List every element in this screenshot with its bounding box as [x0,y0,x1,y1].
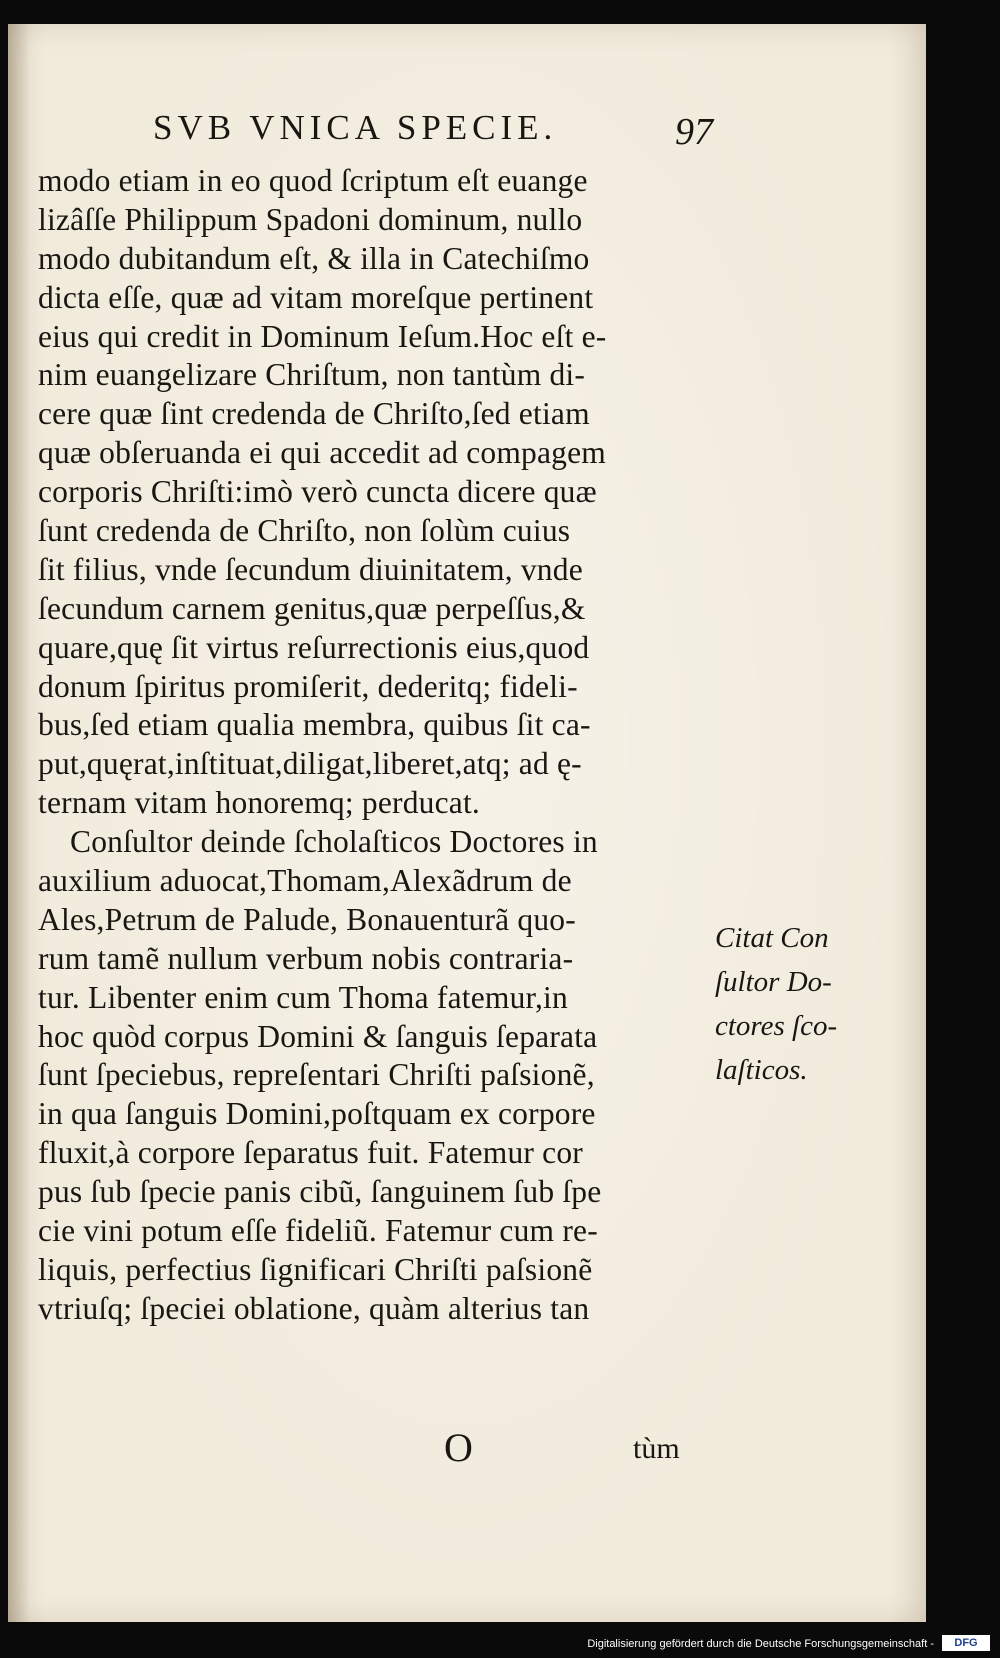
text-line: Conſultor deinde ſcholaſticos Doctores in [70,824,598,860]
running-head: SVB VNICA SPECIE. [153,108,558,147]
text-line: ſit filius, vnde ſecundum diuinitatem, vnde [38,551,583,587]
text-line: eius qui credit in Dominum Ieſum.Hoc eſt e- [38,318,607,354]
text-line: cere quæ ſint credenda de Chriſto,ſed etiam [38,396,590,432]
text-line: ſunt ſpeciebus, repreſentari Chriſti paſsionẽ, [38,1057,595,1093]
page-header [153,102,713,162]
text-line: tur. Libenter enim cum Thoma fatemur,in [38,979,568,1015]
text-line: lizâſſe Philippum Spadoni dominum, nullo [38,201,583,237]
text-line: ternam vitam honoremq; perducat. [38,785,481,821]
digitization-footer [0,1622,1000,1658]
text-line: in qua ſanguis Domini,poſtquam ex corpore [38,1096,596,1132]
body-text [38,162,738,1329]
marginal-note [715,916,890,1092]
text-line: pus ſub ſpecie panis cibũ, ſanguinem ſub ſpe [38,1174,602,1210]
text-line: bus,ſed etiam qualia membra, quibus ſit ca- [38,707,591,743]
signature-mark: O [444,1425,473,1470]
text-line: rum tamẽ nullum verbum nobis contraria- [38,940,574,976]
text-line: liquis, perfectius ſignificari Chriſti paſsionẽ [38,1251,593,1287]
text-line: donum ſpiritus promiſerit, dederitq; fideli- [38,668,578,704]
page-number: 97 [675,111,713,153]
text-line: auxilium aduocat,Thomam,Alexãdrum de [38,863,572,899]
text-line: modo dubitandum eſt, & illa in Catechiſmo [38,240,590,276]
text-line: hoc quòd corpus Domini & ſanguis ſeparata [38,1018,598,1054]
dfg-logo: DFG [942,1635,990,1651]
text-line: corporis Chriſti:imò verò cuncta dicere quæ [38,474,597,510]
text-line: ſunt credenda de Chriſto, non ſolùm cuius [38,513,571,549]
text-line: quæ obſeruanda ei qui accedit ad compagem [38,435,606,471]
text-line: quare,quę ſit virtus reſurrectionis eius,quod [38,629,590,665]
catchword: tùm [633,1432,680,1465]
marginal-note-line: ctores ſco- [715,1010,838,1042]
page-binding-shadow [8,24,30,1622]
text-line: Ales,Petrum de Palude, Bonauenturã quo- [38,901,576,937]
funding-credit: Digitalisierung gefördert durch die Deutsche Forschungsgemeinschaft - [587,1638,934,1650]
marginal-note-line: Citat Con [715,922,829,954]
marginal-note-line: ſultor Do- [715,966,832,998]
text-line: vtriuſq; ſpeciei oblatione, quàm alterius tan [38,1290,590,1326]
text-line: put,quęrat,inſtituat,diligat,liberet,atq; ad ę- [38,746,582,782]
text-line: cie vini potum eſſe fideliũ. Fatemur cum re- [38,1213,598,1249]
text-line: modo etiam in eo quod ſcriptum eſt euange [38,163,588,198]
text-line: fluxit,à corpore ſeparatus fuit. Fatemur cor [38,1135,583,1171]
book-page [8,24,926,1622]
marginal-note-line: laſticos. [715,1054,808,1086]
text-line: nim euangelizare Chriſtum, non tantùm di- [38,357,586,393]
text-line: ſecundum carnem genitus,quæ perpeſſus,& [38,590,586,626]
text-line: dicta eſſe, quæ ad vitam moreſque pertinent [38,279,594,315]
